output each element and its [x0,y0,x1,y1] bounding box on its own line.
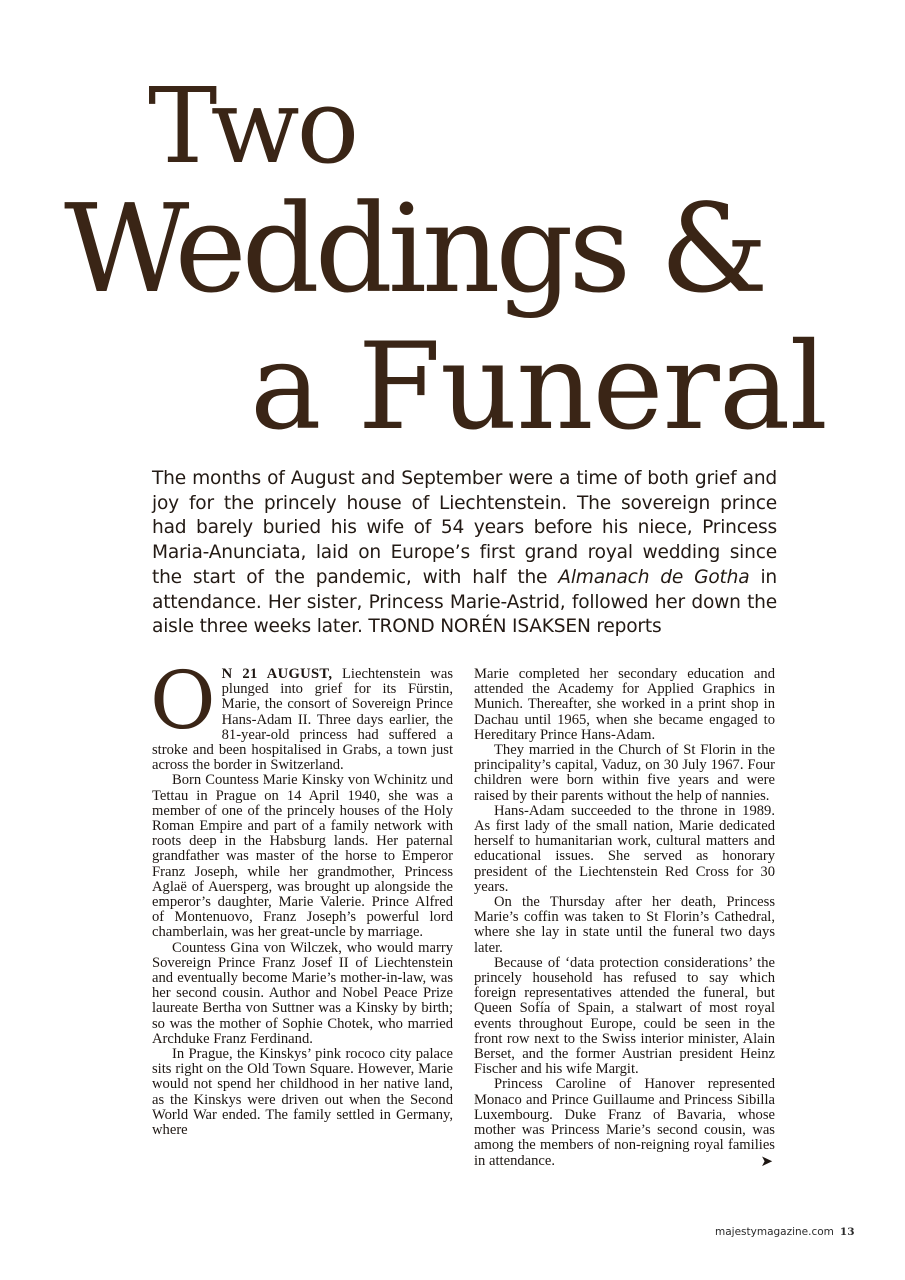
article-paragraph: Because of ‘data protection considerations’ the princely household has refused to say which foreign representatives attended the funeral, but Queen Sofía of Spain, a stalwart of most royal events throughout Europe, could be seen in the front row next to the Swiss interior minister, Alain Berset, and the former Austrian president Heinz Fischer and his wife Margit. [474,954,775,1078]
headline-line-3: a Funeral [250,318,827,457]
article-paragraph [474,1077,775,1168]
drop-cap: O [150,654,216,747]
article-paragraph: Hans-Adam succeeded to the throne in 1989. As first lady of the small nation, Marie dedicated herself to humanitarian work, cultural matters and educational issues. She served as honorary president of the Liechtenstein Red Cross for 30 years. [474,802,775,895]
page-footer [715,1226,855,1238]
article-paragraph: Born Countess Marie Kinsky von Wchinitz und Tettau in Prague on 14 April 1940, she was a member of one of the princely houses of the Holy Roman Empire and part of a family network with roots deep in the Habsburg lands. Her paternal grandfather was master of the horse to Emperor Franz Joseph, while her grandmother, Princess Aglaë of Auersperg, was brought up alongside the emperor’s daughter, Marie Valerie. Prince Alfred of Montenuovo, Franz Joseph’s powerful lord chamberlain, was her great-uncle by marriage. [152,772,453,941]
website-url: majestymagazine.com [715,1226,834,1238]
article-paragraph: Countess Gina von Wilczek, who would marry Sovereign Prince Franz Josef II of Liechtenstein and eventually become Marie’s mother-in-law, was her second cousin. Author and Nobel Peace Prize laureate Bertha von Suttner was a Kinsky by birth; so was the mother of Sophie Chotek, who married Archduke Franz Ferdinand. [152,939,453,1047]
paragraph-1-text: Liechtenstein was plunged into grief for its Fürstin, Marie, the consort of Sovereign Prince Hans-Adam II. Three days earlier, the 81-year-old princess had suffered a stroke and been hospitalised in Grabs, a town just across the border in Switzerland. [152,666,453,774]
article-column-1 [150,654,453,1139]
standfirst-text-1: The months of August and September were a time of both grief and joy for the princely house of Liechtenstein. The sovereign prince had barely buried his wife of 54 years before his niece, Princess Maria-Anunciata, laid on Europe’s first grand royal wedding since the start of the pandemic, with half the [152,468,777,588]
page-number: 13 [839,1226,855,1238]
arrow-right-icon: ➤ [760,1151,773,1170]
article-paragraph: In Prague, the Kinskys’ pink rococo city palace sits right on the Old Town Square. However, Marie would not spend her childhood in her native land, as the Kinskys were driven out when the Second World War ended. The family settled in Germany, where [152,1046,453,1139]
article-column-2 [474,667,775,1169]
standfirst [152,467,777,640]
headline-line-2: Weddings & [64,178,764,320]
article-paragraph [150,654,453,774]
article-paragraph: Marie completed her secondary education and attended the Academy for Applied Graphics in Munich. Thereafter, she worked in a print shop in Dachau until 1965, when she became engaged to Hereditary Prince Hans-Adam. [474,666,775,743]
lead-in: N 21 AUGUST, [221,666,333,682]
headline-line-1: Two [148,65,357,187]
paragraph-10-text: Princess Caroline of Hanover represented Monaco and Prince Guillaume and Princess Sibilla Luxembourg. Duke Franz of Bavaria, whose mother was Princess Marie’s second cousin, was among the members of non-reigning royal families in attendance. [474,1076,775,1169]
standfirst-italic-title: Almanach de Gotha [558,566,750,588]
article-paragraph: On the Thursday after her death, Princess Marie’s coffin was taken to St Florin’s Cathedral, where she lay in state until the funeral two days later. [474,894,775,956]
article-paragraph: They married in the Church of St Florin in the principality’s capital, Vaduz, on 30 July 1967. Four children were born within five years and were raised by their parents without the help of nannies. [474,742,775,804]
standfirst-text-2: in attendance. Her sister, Princess Marie-Astrid, followed her down the aisle three weeks later. TROND NORÉN ISAKSEN reports [152,566,777,638]
